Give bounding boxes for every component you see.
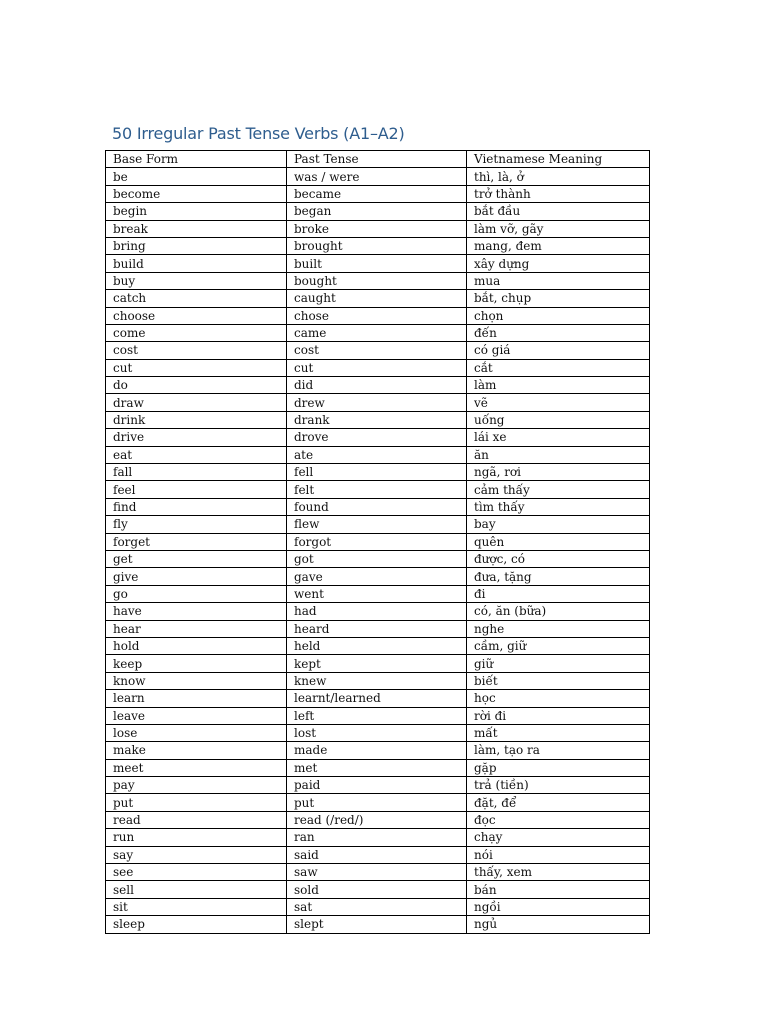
cell-vietnamese-meaning: có, ăn (bữa) <box>467 603 650 620</box>
cell-vietnamese-meaning: cảm thấy <box>467 481 650 498</box>
cell-vietnamese-meaning: thì, là, ở <box>467 168 650 185</box>
cell-base-form: be <box>106 168 287 185</box>
cell-vietnamese-meaning: gặp <box>467 759 650 776</box>
cell-vietnamese-meaning: trở thành <box>467 185 650 202</box>
cell-base-form: become <box>106 185 287 202</box>
cell-past-tense: flew <box>287 516 467 533</box>
table-row <box>106 759 650 776</box>
cell-vietnamese-meaning: bắt đầu <box>467 203 650 220</box>
cell-base-form: drink <box>106 411 287 428</box>
cell-vietnamese-meaning: được, có <box>467 550 650 567</box>
cell-base-form: sell <box>106 881 287 898</box>
cell-base-form: say <box>106 846 287 863</box>
cell-base-form: leave <box>106 707 287 724</box>
cell-base-form: cut <box>106 359 287 376</box>
table-row <box>106 481 650 498</box>
header-past-tense: Past Tense <box>287 151 467 168</box>
cell-vietnamese-meaning: bán <box>467 881 650 898</box>
table-row <box>106 829 650 846</box>
cell-base-form: choose <box>106 307 287 324</box>
table-row <box>106 377 650 394</box>
table-row <box>106 724 650 741</box>
cell-past-tense: ran <box>287 829 467 846</box>
cell-past-tense: left <box>287 707 467 724</box>
table-row <box>106 777 650 794</box>
cell-base-form: keep <box>106 655 287 672</box>
cell-base-form: read <box>106 811 287 828</box>
table-row <box>106 359 650 376</box>
table-row <box>106 324 650 341</box>
cell-base-form: hear <box>106 620 287 637</box>
cell-vietnamese-meaning: học <box>467 690 650 707</box>
cell-past-tense: bought <box>287 272 467 289</box>
table-row <box>106 516 650 533</box>
cell-base-form: eat <box>106 446 287 463</box>
table-row <box>106 568 650 585</box>
cell-vietnamese-meaning: quên <box>467 533 650 550</box>
cell-vietnamese-meaning: biết <box>467 672 650 689</box>
table-row <box>106 220 650 237</box>
cell-base-form: hold <box>106 637 287 654</box>
table-row <box>106 203 650 220</box>
cell-base-form: buy <box>106 272 287 289</box>
cell-vietnamese-meaning: rời đi <box>467 707 650 724</box>
cell-past-tense: caught <box>287 290 467 307</box>
cell-past-tense: sold <box>287 881 467 898</box>
cell-vietnamese-meaning: mang, đem <box>467 237 650 254</box>
cell-vietnamese-meaning: cầm, giữ <box>467 637 650 654</box>
cell-base-form: begin <box>106 203 287 220</box>
cell-base-form: feel <box>106 481 287 498</box>
cell-base-form: break <box>106 220 287 237</box>
cell-past-tense: knew <box>287 672 467 689</box>
cell-vietnamese-meaning: làm vỡ, gãy <box>467 220 650 237</box>
table-row <box>106 237 650 254</box>
cell-past-tense: drank <box>287 411 467 428</box>
cell-past-tense: saw <box>287 864 467 881</box>
cell-base-form: sit <box>106 898 287 915</box>
cell-past-tense: became <box>287 185 467 202</box>
cell-past-tense: chose <box>287 307 467 324</box>
cell-base-form: bring <box>106 237 287 254</box>
cell-past-tense: sat <box>287 898 467 915</box>
cell-base-form: drive <box>106 429 287 446</box>
cell-past-tense: learnt/learned <box>287 690 467 707</box>
cell-past-tense: held <box>287 637 467 654</box>
table-row <box>106 620 650 637</box>
cell-base-form: learn <box>106 690 287 707</box>
cell-vietnamese-meaning: nói <box>467 846 650 863</box>
cell-base-form: draw <box>106 394 287 411</box>
cell-past-tense: kept <box>287 655 467 672</box>
cell-past-tense: paid <box>287 777 467 794</box>
header-vietnamese-meaning: Vietnamese Meaning <box>467 151 650 168</box>
table-row <box>106 255 650 272</box>
cell-vietnamese-meaning: vẽ <box>467 394 650 411</box>
cell-base-form: go <box>106 585 287 602</box>
document-title: 50 Irregular Past Tense Verbs (A1–A2) <box>112 124 405 143</box>
cell-past-tense: lost <box>287 724 467 741</box>
header-base-form: Base Form <box>106 151 287 168</box>
cell-vietnamese-meaning: ngồi <box>467 898 650 915</box>
table-row <box>106 690 650 707</box>
cell-vietnamese-meaning: ngủ <box>467 916 650 933</box>
cell-past-tense: was / were <box>287 168 467 185</box>
cell-base-form: lose <box>106 724 287 741</box>
cell-base-form: know <box>106 672 287 689</box>
table-row <box>106 811 650 828</box>
cell-vietnamese-meaning: làm, tạo ra <box>467 742 650 759</box>
cell-past-tense: found <box>287 498 467 515</box>
cell-past-tense: gave <box>287 568 467 585</box>
table-row <box>106 916 650 933</box>
cell-past-tense: drew <box>287 394 467 411</box>
cell-base-form: make <box>106 742 287 759</box>
cell-past-tense: felt <box>287 481 467 498</box>
cell-past-tense: said <box>287 846 467 863</box>
cell-vietnamese-meaning: giữ <box>467 655 650 672</box>
table-row <box>106 446 650 463</box>
cell-base-form: cost <box>106 342 287 359</box>
table-row <box>106 411 650 428</box>
cell-vietnamese-meaning: chạy <box>467 829 650 846</box>
cell-past-tense: broke <box>287 220 467 237</box>
cell-vietnamese-meaning: thấy, xem <box>467 864 650 881</box>
cell-vietnamese-meaning: chọn <box>467 307 650 324</box>
cell-past-tense: built <box>287 255 467 272</box>
cell-past-tense: made <box>287 742 467 759</box>
cell-base-form: pay <box>106 777 287 794</box>
cell-vietnamese-meaning: uống <box>467 411 650 428</box>
table-row <box>106 585 650 602</box>
cell-vietnamese-meaning: ngã, rơi <box>467 464 650 481</box>
cell-vietnamese-meaning: xây dựng <box>467 255 650 272</box>
table-row <box>106 742 650 759</box>
cell-base-form: catch <box>106 290 287 307</box>
cell-vietnamese-meaning: đưa, tặng <box>467 568 650 585</box>
cell-base-form: get <box>106 550 287 567</box>
table-row <box>106 307 650 324</box>
cell-base-form: do <box>106 377 287 394</box>
table-row <box>106 655 650 672</box>
cell-base-form: forget <box>106 533 287 550</box>
cell-base-form: have <box>106 603 287 620</box>
cell-vietnamese-meaning: đặt, để <box>467 794 650 811</box>
cell-base-form: fall <box>106 464 287 481</box>
cell-vietnamese-meaning: trả (tiền) <box>467 777 650 794</box>
table-row <box>106 794 650 811</box>
cell-past-tense: got <box>287 550 467 567</box>
cell-vietnamese-meaning: bắt, chụp <box>467 290 650 307</box>
table-row <box>106 603 650 620</box>
cell-vietnamese-meaning: bay <box>467 516 650 533</box>
cell-past-tense: met <box>287 759 467 776</box>
cell-base-form: fly <box>106 516 287 533</box>
cell-base-form: run <box>106 829 287 846</box>
cell-vietnamese-meaning: đi <box>467 585 650 602</box>
cell-vietnamese-meaning: có giá <box>467 342 650 359</box>
cell-vietnamese-meaning: tìm thấy <box>467 498 650 515</box>
cell-past-tense: went <box>287 585 467 602</box>
cell-past-tense: cost <box>287 342 467 359</box>
cell-base-form: build <box>106 255 287 272</box>
cell-past-tense: fell <box>287 464 467 481</box>
table-row <box>106 394 650 411</box>
table-row <box>106 550 650 567</box>
cell-past-tense: forgot <box>287 533 467 550</box>
table-body <box>106 168 650 933</box>
cell-base-form: sleep <box>106 916 287 933</box>
cell-past-tense: cut <box>287 359 467 376</box>
cell-vietnamese-meaning: đọc <box>467 811 650 828</box>
cell-vietnamese-meaning: đến <box>467 324 650 341</box>
cell-vietnamese-meaning: ăn <box>467 446 650 463</box>
table-row <box>106 342 650 359</box>
cell-base-form: meet <box>106 759 287 776</box>
cell-past-tense: brought <box>287 237 467 254</box>
cell-vietnamese-meaning: lái xe <box>467 429 650 446</box>
cell-base-form: see <box>106 864 287 881</box>
table-row <box>106 637 650 654</box>
table-row <box>106 672 650 689</box>
cell-vietnamese-meaning: cắt <box>467 359 650 376</box>
cell-past-tense: drove <box>287 429 467 446</box>
irregular-verbs-table <box>105 150 650 934</box>
cell-base-form: find <box>106 498 287 515</box>
cell-vietnamese-meaning: nghe <box>467 620 650 637</box>
cell-past-tense: did <box>287 377 467 394</box>
table-row <box>106 846 650 863</box>
table-row <box>106 168 650 185</box>
table-row <box>106 429 650 446</box>
cell-vietnamese-meaning: mất <box>467 724 650 741</box>
table-row <box>106 290 650 307</box>
cell-vietnamese-meaning: mua <box>467 272 650 289</box>
cell-past-tense: slept <box>287 916 467 933</box>
table-row <box>106 707 650 724</box>
cell-base-form: put <box>106 794 287 811</box>
table-row <box>106 898 650 915</box>
table-row <box>106 464 650 481</box>
table-row <box>106 881 650 898</box>
cell-past-tense: began <box>287 203 467 220</box>
table-header-row <box>106 151 650 168</box>
cell-past-tense: heard <box>287 620 467 637</box>
table-row <box>106 185 650 202</box>
cell-past-tense: put <box>287 794 467 811</box>
cell-vietnamese-meaning: làm <box>467 377 650 394</box>
cell-past-tense: ate <box>287 446 467 463</box>
table-row <box>106 533 650 550</box>
cell-past-tense: read (/red/) <box>287 811 467 828</box>
table-row <box>106 864 650 881</box>
cell-past-tense: had <box>287 603 467 620</box>
cell-base-form: give <box>106 568 287 585</box>
table-row <box>106 498 650 515</box>
table-row <box>106 272 650 289</box>
cell-past-tense: came <box>287 324 467 341</box>
cell-base-form: come <box>106 324 287 341</box>
